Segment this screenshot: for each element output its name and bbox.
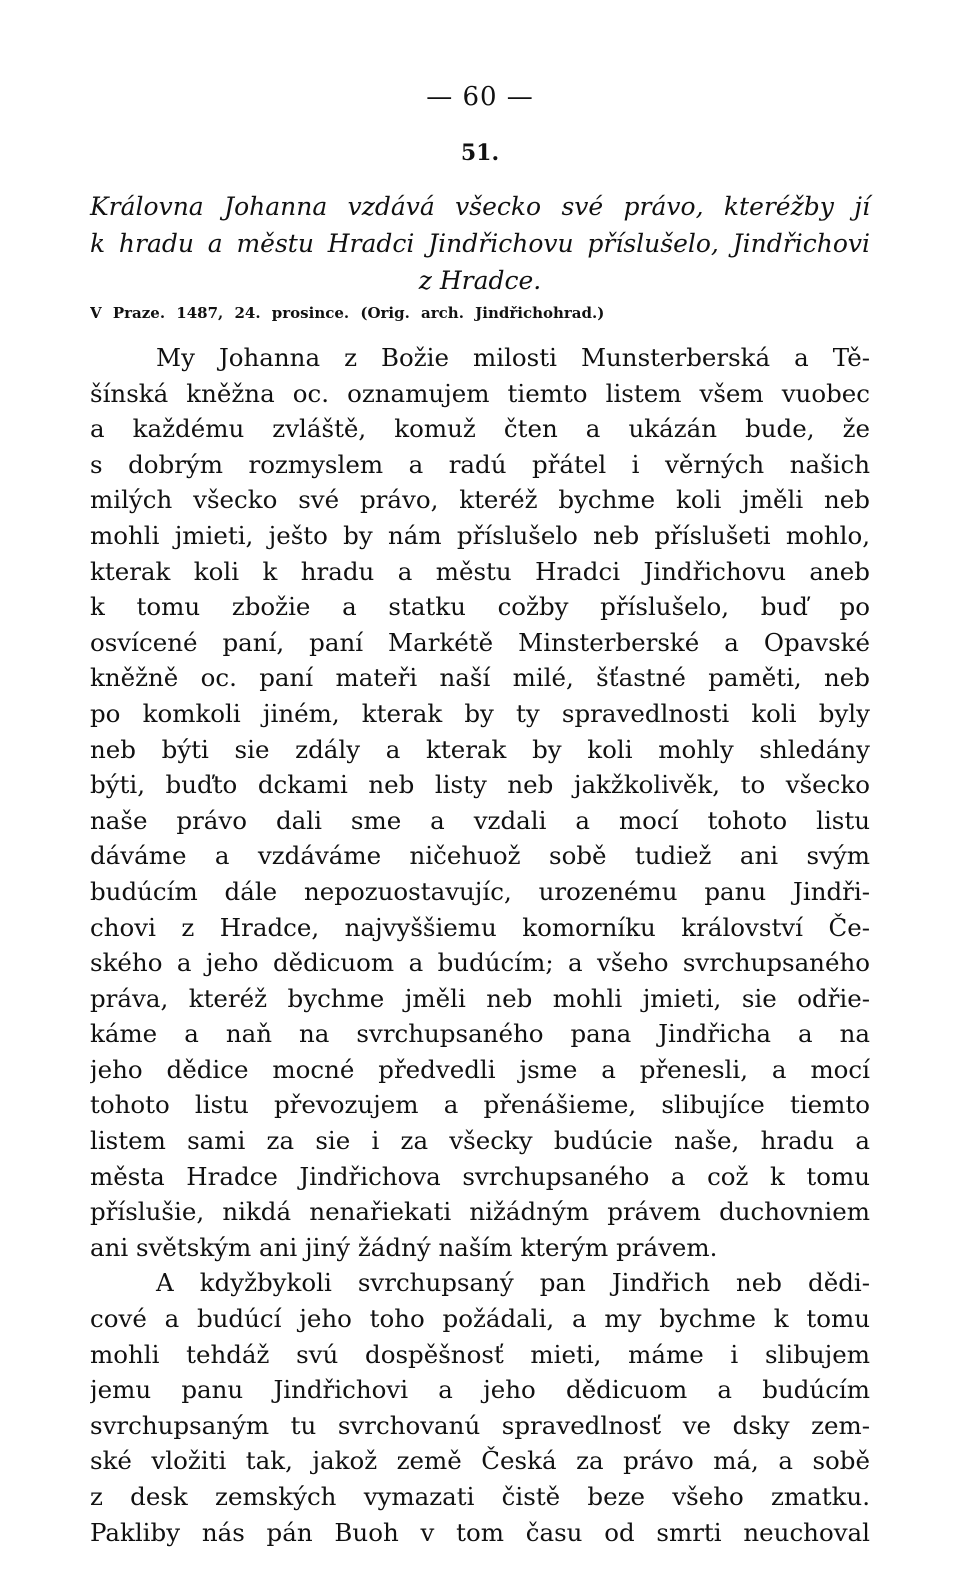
heading-line: Královna Johanna vzdává všecko své právo, kteréžby jí (90, 192, 870, 221)
body-line: káme a naň na svrchupsaného pana Jindřicha a na (90, 1019, 870, 1049)
dateline: V Praze. 1487, 24. prosince. (Orig. arch. Jindřichohrad.) (90, 304, 605, 322)
body-line: práva, kteréž bychme jměli neb mohli jmieti, sie odřie- (90, 983, 870, 1013)
body-line: mohli jmieti, ješto by nám příslušelo neb příslušeti mohlo, (90, 520, 870, 550)
body-line: A kdyžbykoli svrchupsaný pan Jindřich neb dědi- (156, 1268, 870, 1298)
body-line: My Johanna z Božie milosti Munsterberská a Tě- (156, 343, 870, 372)
body-line: kterak koli k hradu a městu Hradci Jindřichovu aneb (90, 556, 870, 586)
body-line: dáváme a vzdáváme ničehuož sobě tudiež ani svým (90, 841, 870, 871)
document-number: 51. (460, 140, 500, 166)
body-line: z desk zemských vymazati čistě beze všeho zmatku. (90, 1482, 870, 1511)
body-line: a každému zvláště, komuž čten a ukázán bude, že (90, 414, 870, 444)
page-number: — 60 — (426, 82, 534, 112)
body-line: Pakliby nás pán Buoh v tom času od smrti neuchoval (90, 1517, 870, 1547)
body-line: milých všecko své právo, kteréž bychme koli jměli neb (90, 485, 870, 515)
body-line: mohli tehdáž svú dospěšnosť mieti, máme i slibujem (90, 1339, 870, 1369)
heading-line: k hradu a městu Hradci Jindřichovu příslušelo, Jindřichovi (90, 229, 870, 258)
body-line: osvícené paní, paní Markétě Minsterberské a Opavské (90, 627, 870, 657)
body-line: cové a budúcí jeho toho požádali, a my bychme k tomu (90, 1304, 870, 1334)
body-line: příslušie, nikdá nenařiekati nižádným právem duchovniem (90, 1197, 870, 1227)
body-line: šínská kněžna oc. oznamujem tiemto listem všem vuobec (90, 378, 870, 408)
body-line: budúcím dále nepozuostavujíc, urozenému panu Jindři- (90, 876, 870, 906)
body-line: ské vložiti tak, jakož země Česká za právo má, a sobě (90, 1446, 870, 1476)
body-line: listem sami za sie i za všecky budúcie naše, hradu a (90, 1126, 870, 1156)
document-heading (90, 188, 870, 299)
body-line: kněžně oc. paní mateři naší milé, šťastné paměti, neb (90, 663, 870, 693)
body-line: s dobrým rozmyslem a radú přátel i věrných našich (90, 449, 870, 479)
document-page (90, 0, 870, 1584)
body-line: naše právo dali sme a vzdali a mocí tohoto listu (90, 805, 870, 835)
heading-line: z Hradce. (418, 266, 542, 295)
body-line: po komkoli jiném, kterak by ty spravedlnosti koli byly (90, 698, 870, 728)
body-line: ani světským ani jiný žádný naším kterým právem. (90, 1232, 718, 1262)
body-line: jeho dědice mocné předvedli jsme a přenesli, a mocí (90, 1054, 870, 1084)
body-line: k tomu zbožie a statku cožby příslušelo, buď po (90, 592, 870, 622)
body-line: svrchupsaným tu svrchovanú spravedlnosť ve dsky zem- (90, 1410, 870, 1440)
body-text (90, 340, 870, 1550)
body-line: jemu panu Jindřichovi a jeho dědicuom a budúcím (90, 1375, 870, 1405)
body-line: ského a jeho dědicuom a budúcím; a všeho svrchupsaného (90, 948, 870, 978)
body-line: býti, buďto dckami neb listy neb jakžkolivěk, to všecko (90, 770, 870, 800)
body-line: tohoto listu převozujem a přenášieme, slibujíce tiemto (90, 1090, 870, 1120)
body-line: neb býti sie zdály a kterak by koli mohly shledány (90, 734, 870, 764)
body-line: města Hradce Jindřichova svrchupsaného a což k tomu (90, 1161, 870, 1191)
body-line: chovi z Hradce, najvyššiemu komorníku království Če- (90, 912, 870, 942)
